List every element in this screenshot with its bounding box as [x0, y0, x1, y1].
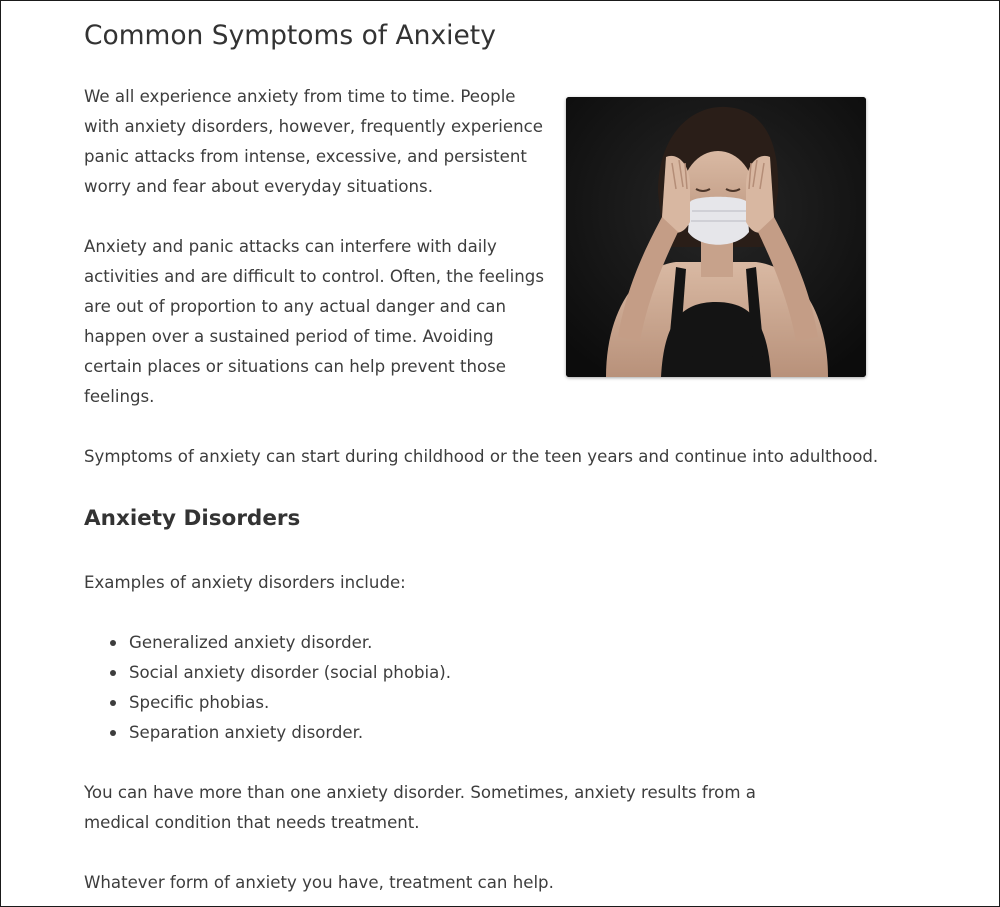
- multiple-disorders-paragraph: You can have more than one anxiety disorder. Sometimes, anxiety results from a medical condition that needs treatment.: [84, 783, 756, 832]
- disorders-heading: Anxiety Disorders: [84, 506, 301, 531]
- onset-paragraph: Symptoms of anxiety can start during childhood or the teen years and continue into adulthood.: [84, 447, 879, 466]
- woman-with-face-mask-photo: [566, 97, 866, 377]
- intro-section: [84, 82, 544, 442]
- closing-paragraph: Whatever form of anxiety you have, treatment can help.: [84, 873, 554, 892]
- examples-intro: Examples of anxiety disorders include:: [84, 573, 406, 592]
- intro-paragraph-2: Anxiety and panic attacks can interfere with daily activities and are difficult to control. Often, the feelings are out of proportion to any actual danger and can happen over a sustained period of time. Avoiding certain places or situations can help prevent those feelings.: [84, 237, 544, 406]
- intro-paragraph-1: We all experience anxiety from time to time. People with anxiety disorders, however, frequently experience panic attacks from intense, excessive, and persistent worry and fear about everyday situations.: [84, 87, 543, 196]
- list-item: Social anxiety disorder (social phobia).: [129, 658, 451, 688]
- disorders-list: [84, 628, 451, 748]
- list-item: Generalized anxiety disorder.: [129, 628, 451, 658]
- list-item: Separation anxiety disorder.: [129, 718, 451, 748]
- page-title: Common Symptoms of Anxiety: [84, 20, 496, 51]
- list-item: Specific phobias.: [129, 688, 451, 718]
- photo-illustration: [566, 97, 866, 377]
